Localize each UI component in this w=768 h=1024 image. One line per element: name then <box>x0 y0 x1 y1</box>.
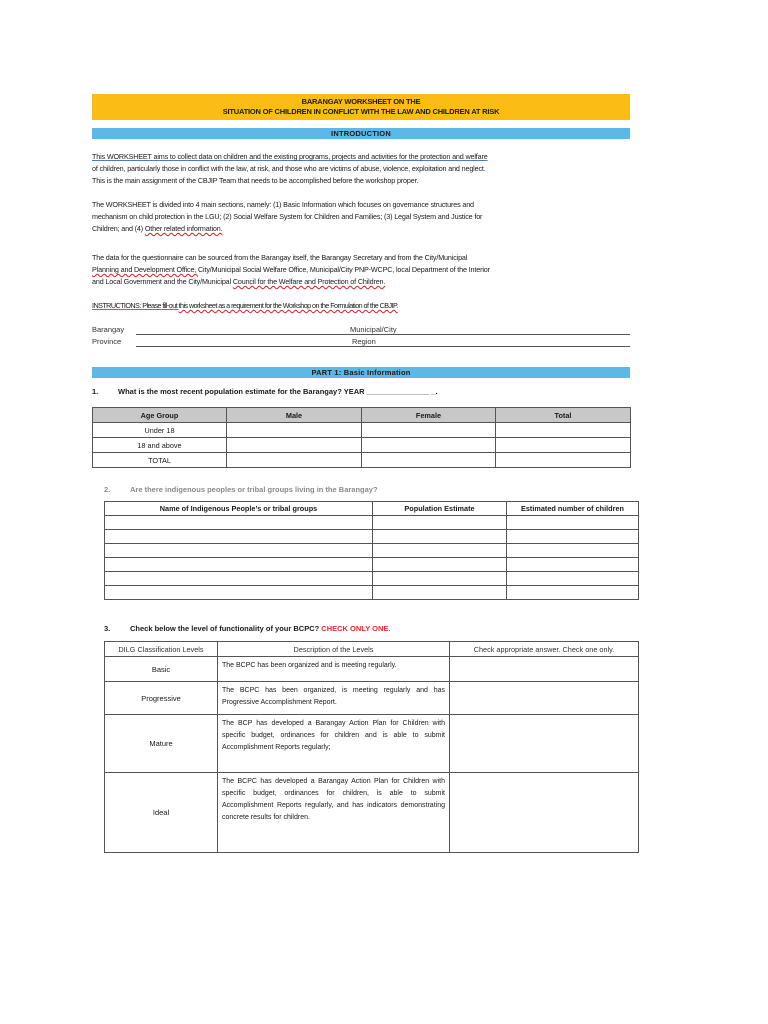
question-1-text: What is the most recent population estimate for the Barangay? YEAR _______________ _. <box>118 387 438 396</box>
population-cell[interactable] <box>373 586 507 600</box>
children-cell[interactable] <box>507 544 639 558</box>
check-answer-cell[interactable] <box>450 773 639 853</box>
population-cell[interactable] <box>373 558 507 572</box>
intro-paragraph-3 <box>92 252 537 288</box>
question-1-number: 1. <box>92 387 99 396</box>
table-row <box>105 657 639 682</box>
region-label: Region <box>352 337 376 346</box>
table-row <box>105 715 639 773</box>
age-group-cell: Under 18 <box>93 423 227 438</box>
province-label: Province <box>92 337 122 346</box>
male-cell[interactable] <box>227 423 362 438</box>
group-name-cell[interactable] <box>105 558 373 572</box>
municipal-city-field[interactable] <box>420 334 630 335</box>
group-name-cell[interactable] <box>105 586 373 600</box>
question-3-number: 3. <box>104 624 111 633</box>
population-cell[interactable] <box>373 572 507 586</box>
barangay-field[interactable] <box>136 334 436 335</box>
province-region-row <box>92 337 630 349</box>
population-cell[interactable] <box>373 516 507 530</box>
age-group-cell: 18 and above <box>93 438 227 453</box>
table-row <box>105 682 639 715</box>
description-cell: The BCPC has been organized and is meeting regularly. <box>218 657 450 682</box>
column-header: Total <box>496 408 631 423</box>
age-group-cell: TOTAL <box>93 453 227 468</box>
children-cell[interactable] <box>507 516 639 530</box>
indigenous-groups-table <box>104 501 639 600</box>
intro-p1-line-1: This WORKSHEET aims to collect data on children and the existing programs, projects and activities for the protection and welfare <box>92 152 488 161</box>
table-row <box>105 544 639 558</box>
table-row <box>105 530 639 544</box>
check-answer-cell[interactable] <box>450 682 639 715</box>
description-cell: The BCP has developed a Barangay Action Plan for Children with specific budget, ordinances for children and is able to submit Accomplishment Reports regularly; <box>218 715 450 773</box>
intro-p1-line-3: This is the main assignment of the CBJIP Team that needs to be accomplished before the workshop proper. <box>92 176 419 185</box>
column-header: Check appropriate answer. Check one only. <box>450 642 639 657</box>
table-header-row <box>105 502 639 516</box>
instructions <box>92 300 537 312</box>
table-row <box>105 558 639 572</box>
intro-p2-line-3 <box>92 223 537 235</box>
province-field[interactable] <box>136 346 436 347</box>
level-cell: Ideal <box>105 773 218 853</box>
male-cell[interactable] <box>227 453 362 468</box>
part1-heading: PART 1: Basic Information <box>92 367 630 378</box>
population-cell[interactable] <box>373 530 507 544</box>
population-table <box>92 407 631 468</box>
children-cell[interactable] <box>507 572 639 586</box>
intro-p2-line-2: mechanism on child protection in the LGU; (2) Social Welfare System for Children and Families; (3) Legal System and Justice for <box>92 212 483 221</box>
bcpc-functionality-table <box>104 641 639 853</box>
title-line-1: BARANGAY WORKSHEET ON THE <box>301 97 421 106</box>
intro-p3-line-2a: Planning and Development Office, <box>92 265 198 274</box>
title-line-2: SITUATION OF CHILDREN IN CONFLICT WITH THE LAW AND CHILDREN AT RISK <box>222 107 500 116</box>
intro-p2-line-3a: Children; and (4) <box>92 224 145 233</box>
table-header-row <box>105 642 639 657</box>
column-header: Population Estimate <box>373 502 507 516</box>
question-3-text: Check below the level of functionality of your BCPC? <box>130 624 320 633</box>
barangay-municipal-row <box>92 325 630 337</box>
female-cell[interactable] <box>362 423 496 438</box>
intro-paragraph-1 <box>92 151 537 187</box>
check-answer-cell[interactable] <box>450 715 639 773</box>
level-cell: Mature <box>105 715 218 773</box>
municipal-city-label: Municipal/City <box>350 325 397 334</box>
female-cell[interactable] <box>362 453 496 468</box>
intro-p3-line-1: The data for the questionnaire can be sourced from the Barangay itself, the Barangay Secretary and from the City/Municipal <box>92 253 468 262</box>
group-name-cell[interactable] <box>105 516 373 530</box>
barangay-label: Barangay <box>92 325 125 334</box>
children-cell[interactable] <box>507 586 639 600</box>
description-cell: The BCPC has developed a Barangay Action Plan for Children with specific budget, ordinances for children, is able to submit Accomplishment Reports regularly, and has indicators demonstrating concrete results for children. <box>218 773 450 853</box>
male-cell[interactable] <box>227 438 362 453</box>
region-field[interactable] <box>420 346 630 347</box>
column-header: Age Group <box>93 408 227 423</box>
column-header: DILG Classification Levels <box>105 642 218 657</box>
population-cell[interactable] <box>373 544 507 558</box>
table-row <box>105 773 639 853</box>
intro-p2-line-3b: Other related information. <box>144 224 223 233</box>
table-row <box>93 423 631 438</box>
group-name-cell[interactable] <box>105 530 373 544</box>
table-row <box>93 453 631 468</box>
column-header: Name of Indigenous People’s or tribal groups <box>105 502 373 516</box>
question-2-number: 2. <box>104 485 111 494</box>
table-row <box>105 586 639 600</box>
instructions-text: this worksheet as a requirement for the Workshop on the Formulation of the CBJIP. <box>178 301 398 310</box>
intro-paragraph-2 <box>92 199 537 235</box>
intro-p3-line-2b: City/Municipal Social Welfare Office, Municipal/City PNP-WCPC, local Department of the Interior <box>198 265 490 274</box>
intro-p1-line-2: of children, particularly those in conflict with the law, at risk, and those who are victims of abuse, violence, exploitation and neglect. <box>92 164 486 173</box>
intro-p3-line-3a: and Local Government and the City/Municipal <box>92 277 233 286</box>
level-cell: Progressive <box>105 682 218 715</box>
column-header: Female <box>362 408 496 423</box>
question-2-text: Are there indigenous peoples or tribal groups living in the Barangay? <box>130 485 378 494</box>
introduction-heading: INTRODUCTION <box>92 128 630 139</box>
group-name-cell[interactable] <box>105 544 373 558</box>
table-header-row <box>93 408 631 423</box>
total-cell[interactable] <box>496 453 631 468</box>
group-name-cell[interactable] <box>105 572 373 586</box>
column-header: Male <box>227 408 362 423</box>
table-row <box>105 516 639 530</box>
level-cell: Basic <box>105 657 218 682</box>
total-cell[interactable] <box>496 438 631 453</box>
question-3-emphasis: CHECK ONLY ONE. <box>321 624 391 633</box>
children-cell[interactable] <box>507 558 639 572</box>
children-cell[interactable] <box>507 530 639 544</box>
column-header: Description of the Levels <box>218 642 450 657</box>
description-cell: The BCPC has been organized, is meeting regularly and has Progressive Accomplishment Report. <box>218 682 450 715</box>
total-cell[interactable] <box>496 423 631 438</box>
column-header: Estimated number of children <box>507 502 639 516</box>
worksheet-title <box>92 94 630 120</box>
table-row <box>105 572 639 586</box>
table-row <box>93 438 631 453</box>
check-answer-cell[interactable] <box>450 657 639 682</box>
intro-p3-line-3b: Council for the Welfare and Protection of Children. <box>232 277 386 286</box>
instructions-label: INSTRUCTIONS: Please fill-out <box>92 301 179 310</box>
intro-p2-line-1: The WORKSHEET is divided into 4 main sections, namely: (1) Basic Information which focuses on governance structures and <box>92 200 474 209</box>
female-cell[interactable] <box>362 438 496 453</box>
